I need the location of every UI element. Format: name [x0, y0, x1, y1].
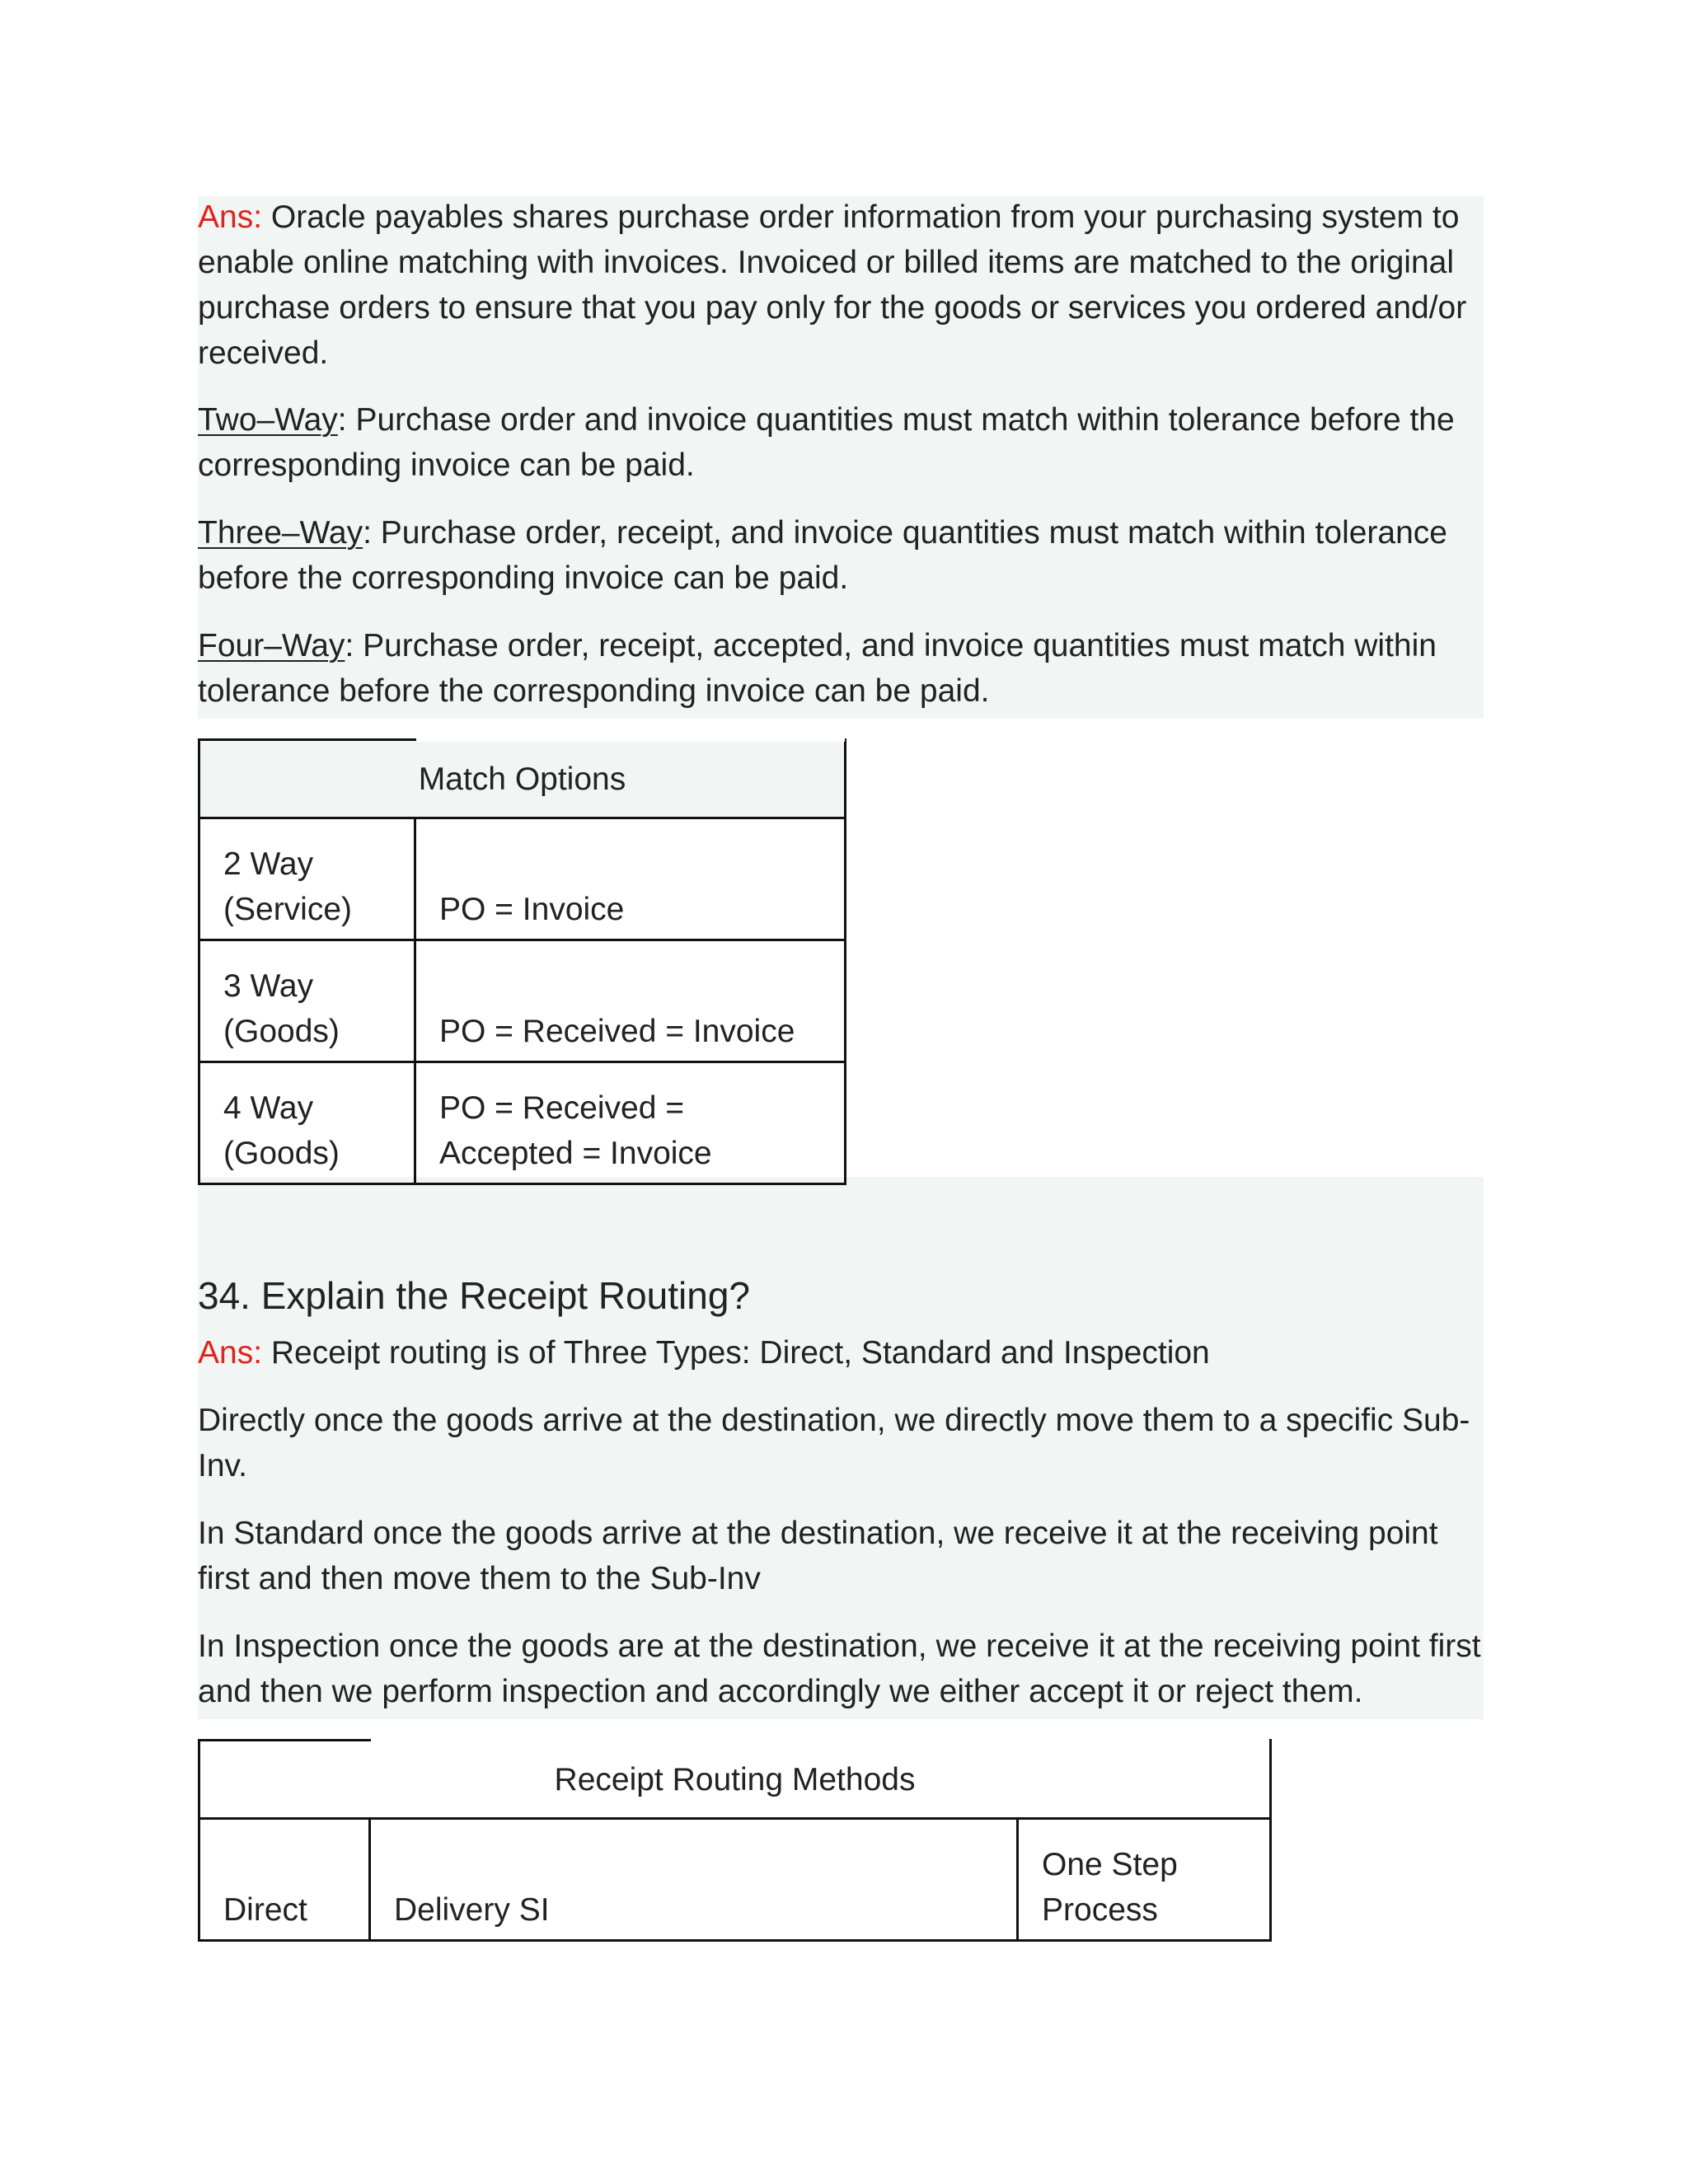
- three-way-paragraph: [198, 510, 1484, 601]
- match-rule-cell: PO = Received = Accepted = Invoice: [415, 1062, 846, 1184]
- three-way-text: : Purchase order, receipt, and invoice quantities must match within tolerance before the corresponding invoice can be paid.: [198, 515, 1447, 596]
- routing-ans-paragraph: [198, 1330, 1484, 1376]
- ans-label: Ans:: [198, 1335, 263, 1371]
- routing-method-cell: Direct: [199, 1819, 370, 1941]
- table-row: [199, 1819, 1271, 1941]
- table-border-gap: [416, 738, 845, 742]
- section-heading: 34. Explain the Receipt Routing?: [198, 1274, 750, 1317]
- match-options-table: [198, 738, 846, 1185]
- table-row: [199, 818, 846, 940]
- match-type-cell: 4 Way (Goods): [199, 1062, 415, 1184]
- table-row: [199, 1062, 846, 1184]
- match-options-title: Match Options: [199, 740, 846, 818]
- four-way-paragraph: [198, 623, 1484, 714]
- match-rule-cell: PO = Invoice: [415, 818, 846, 940]
- ans-label: Ans:: [198, 199, 263, 235]
- routing-ans-text: Receipt routing is of Three Types: Direct, Standard and Inspection: [262, 1335, 1210, 1371]
- intro-paragraph: [198, 194, 1484, 376]
- two-way-paragraph: [198, 397, 1484, 488]
- routing-process-cell: One Step Process: [1018, 1819, 1271, 1941]
- match-type-cell: 3 Way (Goods): [199, 940, 415, 1062]
- routing-detail-cell: Delivery SI: [370, 1819, 1018, 1941]
- match-type-cell: 2 Way (Service): [199, 818, 415, 940]
- inspection-paragraph: In Inspection once the goods are at the destination, we receive it at the receiving point first and then we perform inspection and accordingly we either accept it or reject them.: [198, 1629, 1481, 1709]
- two-way-text: : Purchase order and invoice quantities must match within tolerance before the corresponding invoice can be paid.: [198, 402, 1455, 483]
- table-row: [199, 940, 846, 1062]
- table-border-gap: [371, 1739, 1269, 1742]
- intro-text: Oracle payables shares purchase order information from your purchasing system to enable online matching with invoices. Invoiced or billed items are matched to the original purchase orders to ensure that you pay only for the goods or services you ordered and/or received.: [198, 199, 1467, 371]
- four-way-term: Four–Way: [198, 628, 345, 663]
- direct-paragraph: Directly once the goods arrive at the destination, we directly move them to a specific Sub-Inv.: [198, 1403, 1470, 1483]
- two-way-term: Two–Way: [198, 402, 338, 438]
- match-rule-cell: PO = Received = Invoice: [415, 940, 846, 1062]
- four-way-text: : Purchase order, receipt, accepted, and invoice quantities must match within tolerance before the corresponding invoice can be paid.: [198, 628, 1437, 709]
- receipt-routing-title: Receipt Routing Methods: [199, 1741, 1271, 1819]
- standard-paragraph: In Standard once the goods arrive at the destination, we receive it at the receiving point first and then move them to the Sub-Inv: [198, 1516, 1438, 1596]
- three-way-term: Three–Way: [198, 515, 363, 551]
- receipt-routing-table: [198, 1739, 1272, 1942]
